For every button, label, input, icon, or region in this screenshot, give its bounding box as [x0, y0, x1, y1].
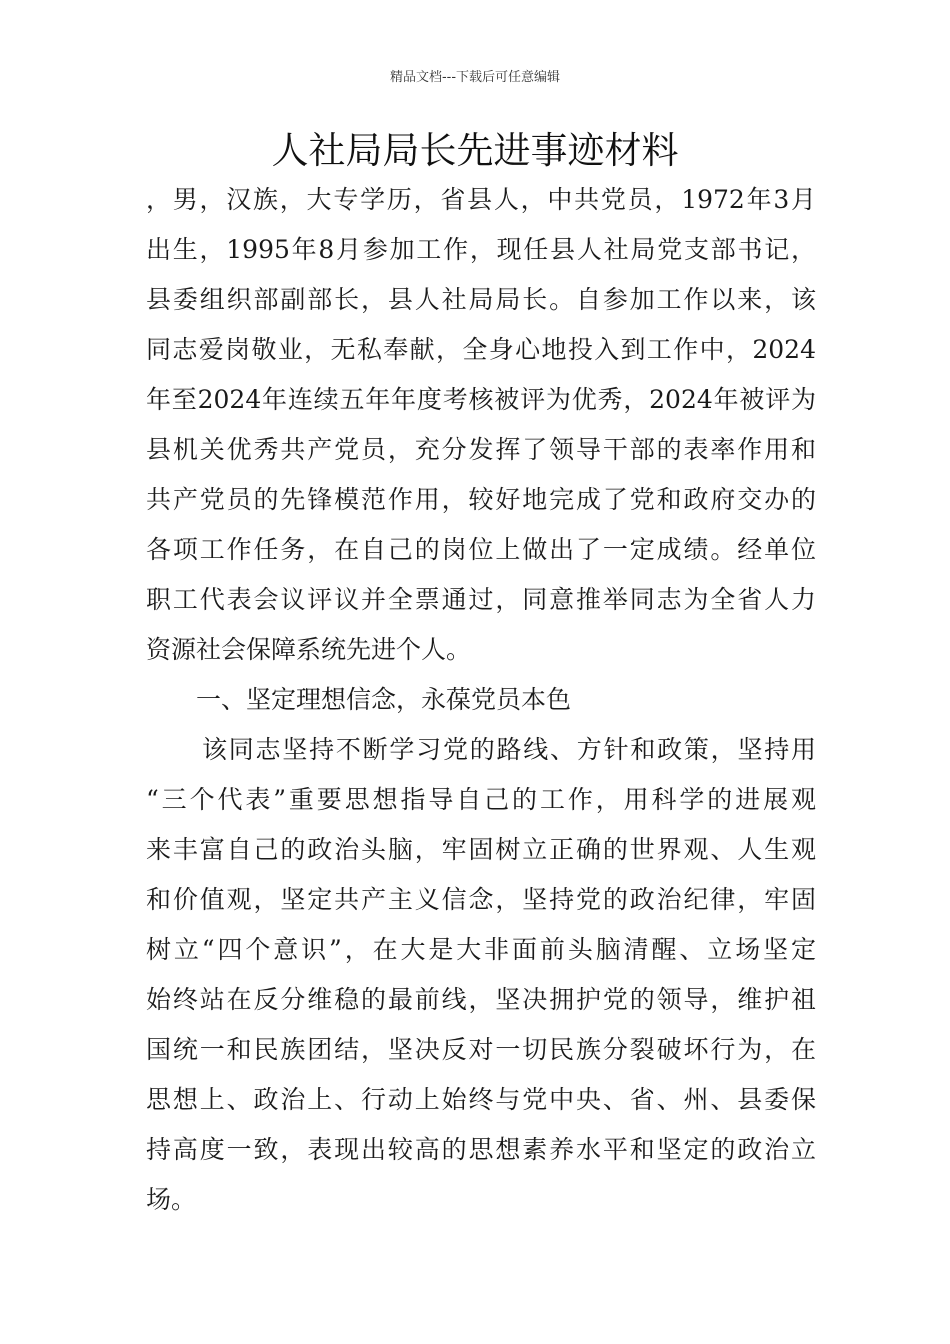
body-line: 和价值观，坚定共产主义信念，坚持党的政治纪律，牢固 [146, 885, 816, 914]
body-line: 同志爱岗敬业，无私奉献，全身心地投入到工作中，2024 [146, 335, 816, 364]
body-line: 出生，1995年8月参加工作，现任县人社局党支部书记， [146, 235, 816, 264]
body-line: 各项工作任务，在自己的岗位上做出了一定成绩。经单位 [146, 535, 816, 564]
body-line: 思想上、政治上、行动上始终与党中央、省、州、县委保 [146, 1085, 816, 1114]
body-line: 持高度一致，表现出较高的思想素养水平和坚定的政治立 [146, 1135, 816, 1164]
body-line: 场。 [146, 1185, 197, 1214]
header-note: 精品文档---下载后可任意编辑 [389, 70, 561, 85]
body-line: 年至2024年连续五年年度考核被评为优秀，2024年被评为 [146, 385, 816, 414]
section-heading: 一、坚定理想信念，永葆党员本色 [196, 685, 572, 714]
body-line: “三个代表”重要思想指导自己的工作，用科学的进展观 [146, 785, 816, 814]
body-line: 树立“四个意识”，在大是大非面前头脑清醒、立场坚定 [146, 935, 816, 964]
body-line: 共产党员的先锋模范作用，较好地完成了党和政府交办的 [146, 485, 816, 514]
body-line: 来丰富自己的政治头脑，牢固树立正确的世界观、人生观 [146, 835, 816, 864]
body-line: 始终站在反分维稳的最前线，坚决拥护党的领导，维护祖 [146, 985, 816, 1014]
body-line: 县委组织部副部长，县人社局局长。自参加工作以来，该 [146, 285, 816, 314]
body-line: ，男，汉族，大专学历，省县人，中共党员，1972年3月 [146, 185, 816, 214]
document-body [146, 175, 816, 1225]
body-line: 资源社会保障系统先进个人。 [146, 635, 472, 664]
body-line: 县机关优秀共产党员，充分发挥了领导干部的表率作用和 [146, 435, 816, 464]
body-line: 该同志坚持不断学习党的路线、方针和政策，坚持用 [202, 735, 816, 764]
body-line: 职工代表会议评议并全票通过，同意推举同志为全省人力 [146, 585, 816, 614]
document-title: 人社局局长先进事迹材料 [271, 129, 679, 172]
body-line: 国统一和民族团结，坚决反对一切民族分裂破坏行为，在 [146, 1035, 816, 1064]
